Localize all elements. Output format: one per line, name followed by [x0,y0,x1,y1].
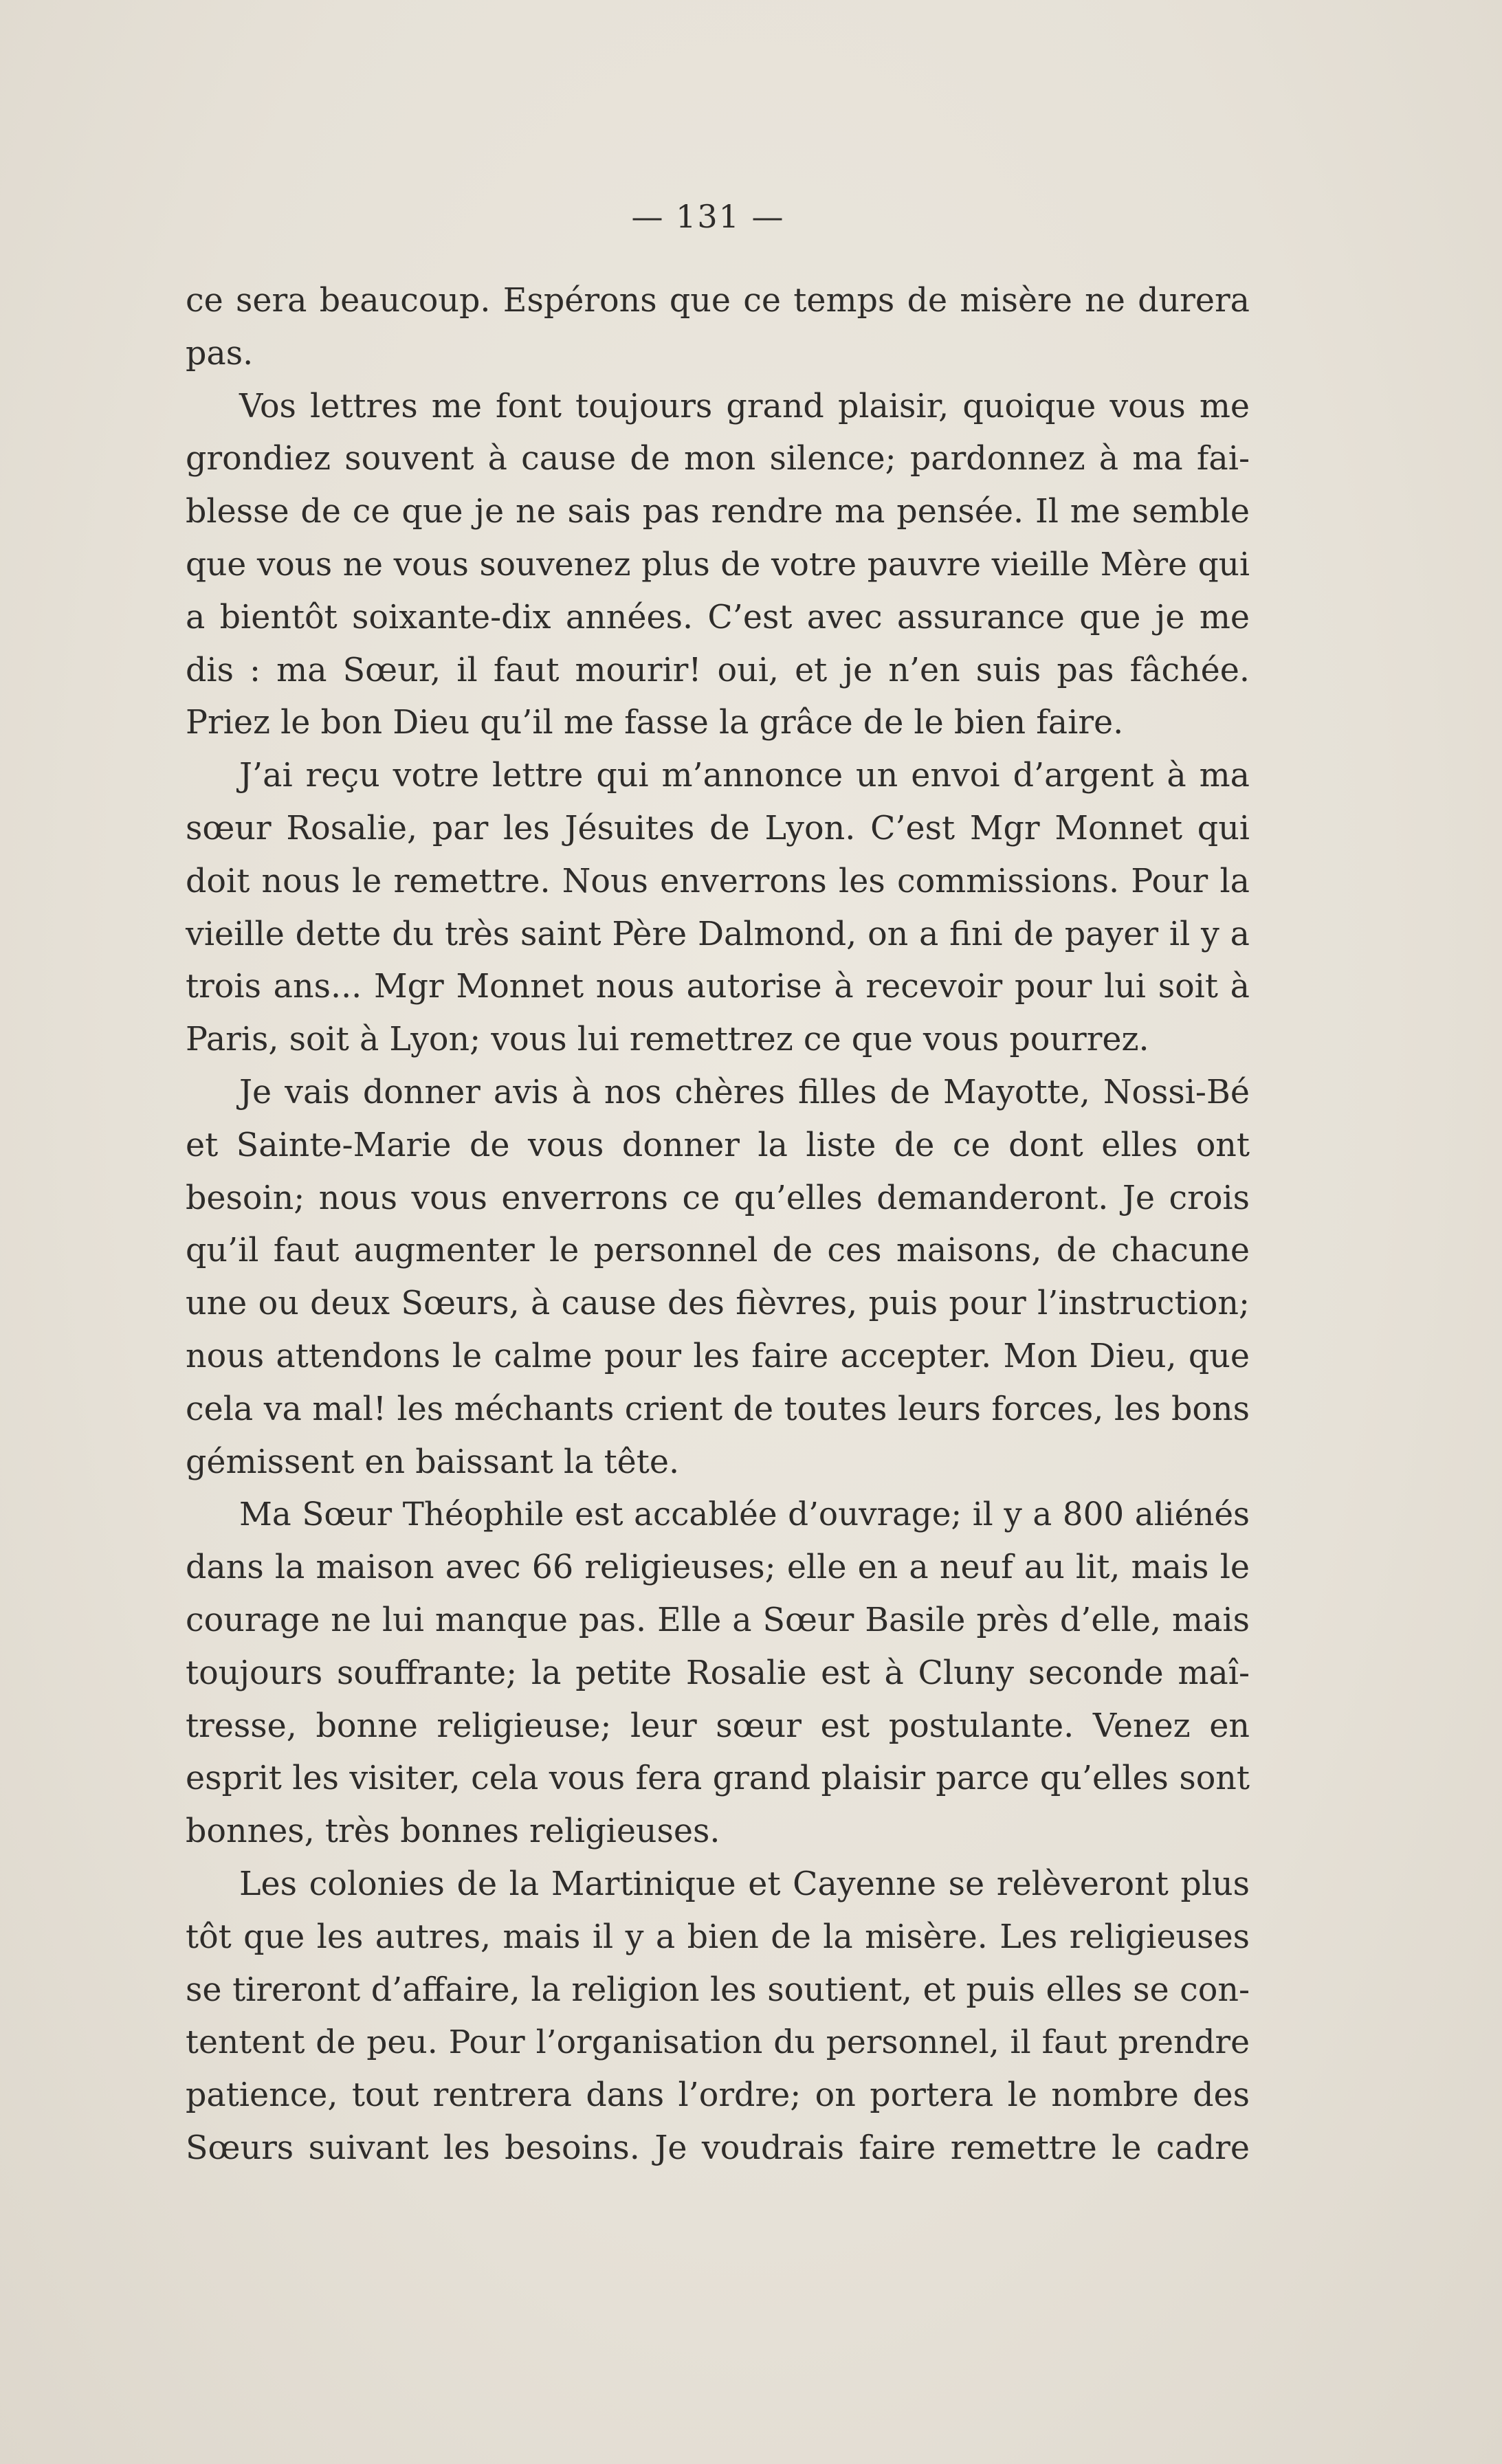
text-line: gémissent en baissant la tête. [186,1443,680,1481]
text-line: dis : ma Sœur, il faut mourir! oui, et je n’en suis pas fâchée. [186,651,1250,689]
text-line: tôt que les autres, mais il y a bien de la misère. Les religieuses [186,1918,1250,1956]
text-line: se tireront d’affaire, la religion les soutient, et puis elles se con- [186,1971,1250,2009]
text-line: une ou deux Sœurs, à cause des fièvres, puis pour l’instruction; [186,1285,1250,1323]
text-line: doit nous le remettre. Nous enverrons les commissions. Pour la [186,862,1250,900]
text-line: Les colonies de la Martinique et Cayenne se relèveront plus [239,1865,1250,1903]
text-line: nous attendons le calme pour les faire accepter. Mon Dieu, que [186,1337,1250,1375]
text-line: toujours souffrante; la petite Rosalie est à Cluny seconde maî- [186,1654,1250,1692]
text-line: Ma Sœur Théophile est accablée d’ouvrage; il y a 800 aliénés [239,1496,1250,1534]
text-line: patience, tout rentrera dans l’ordre; on portera le nombre des [186,2076,1250,2115]
text-line: tentent de peu. Pour l’organisation du personnel, il faut prendre [186,2023,1250,2062]
page-number: — 131 — [631,198,785,235]
text-line: J’ai reçu votre lettre qui m’annonce un envoi d’argent à ma [239,757,1250,795]
text-line: Vos lettres me font toujours grand plaisir, quoique vous me [239,387,1250,425]
text-line: a bientôt soixante-dix années. C’est avec assurance que je me [186,598,1250,636]
text-line: cela va mal! les méchants crient de toutes leurs forces, les bons [186,1390,1250,1428]
text-line: Priez le bon Dieu qu’il me fasse la grâce de le bien faire. [186,704,1124,742]
text-line: Je vais donner avis à nos chères filles de Mayotte, Nossi-Bé [239,1073,1250,1111]
text-line: que vous ne vous souvenez plus de votre pauvre vieille Mère qui [186,545,1250,584]
text-line: bonnes, très bonnes religieuses. [186,1812,720,1851]
text-line: besoin; nous vous enverrons ce qu’elles demanderont. Je crois [186,1179,1250,1217]
text-line: vieille dette du très saint Père Dalmond, on a fini de payer il y a [186,915,1250,953]
text-line: ce sera beaucoup. Espérons que ce temps de misère ne durera [186,282,1250,320]
text-line: pas. [186,334,254,373]
text-line: grondiez souvent à cause de mon silence; pardonnez à ma fai- [186,440,1250,478]
text-line: dans la maison avec 66 religieuses; elle en a neuf au lit, mais le [186,1549,1250,1587]
text-line: qu’il faut augmenter le personnel de ces maisons, de chacune [186,1232,1250,1270]
text-line: Paris, soit à Lyon; vous lui remettrez ce que vous pourrez. [186,1021,1149,1059]
text-line: sœur Rosalie, par les Jésuites de Lyon. C’est Mgr Monnet qui [186,809,1250,847]
text-line: courage ne lui manque pas. Elle a Sœur Basile près d’elle, mais [186,1601,1250,1639]
text-line: trois ans... Mgr Monnet nous autorise à recevoir pour lui soit à [186,968,1250,1006]
body-text [186,275,1250,2175]
text-line: et Sainte-Marie de vous donner la liste de ce dont elles ont [186,1126,1250,1164]
text-line: blesse de ce que je ne sais pas rendre ma pensée. Il me semble [186,493,1250,531]
text-line: Sœurs suivant les besoins. Je voudrais faire remettre le cadre [186,2129,1250,2167]
text-line: tresse, bonne religieuse; leur sœur est postulante. Venez en [186,1707,1250,1745]
text-line: esprit les visiter, cela vous fera grand plaisir parce qu’elles sont [186,1760,1250,1798]
